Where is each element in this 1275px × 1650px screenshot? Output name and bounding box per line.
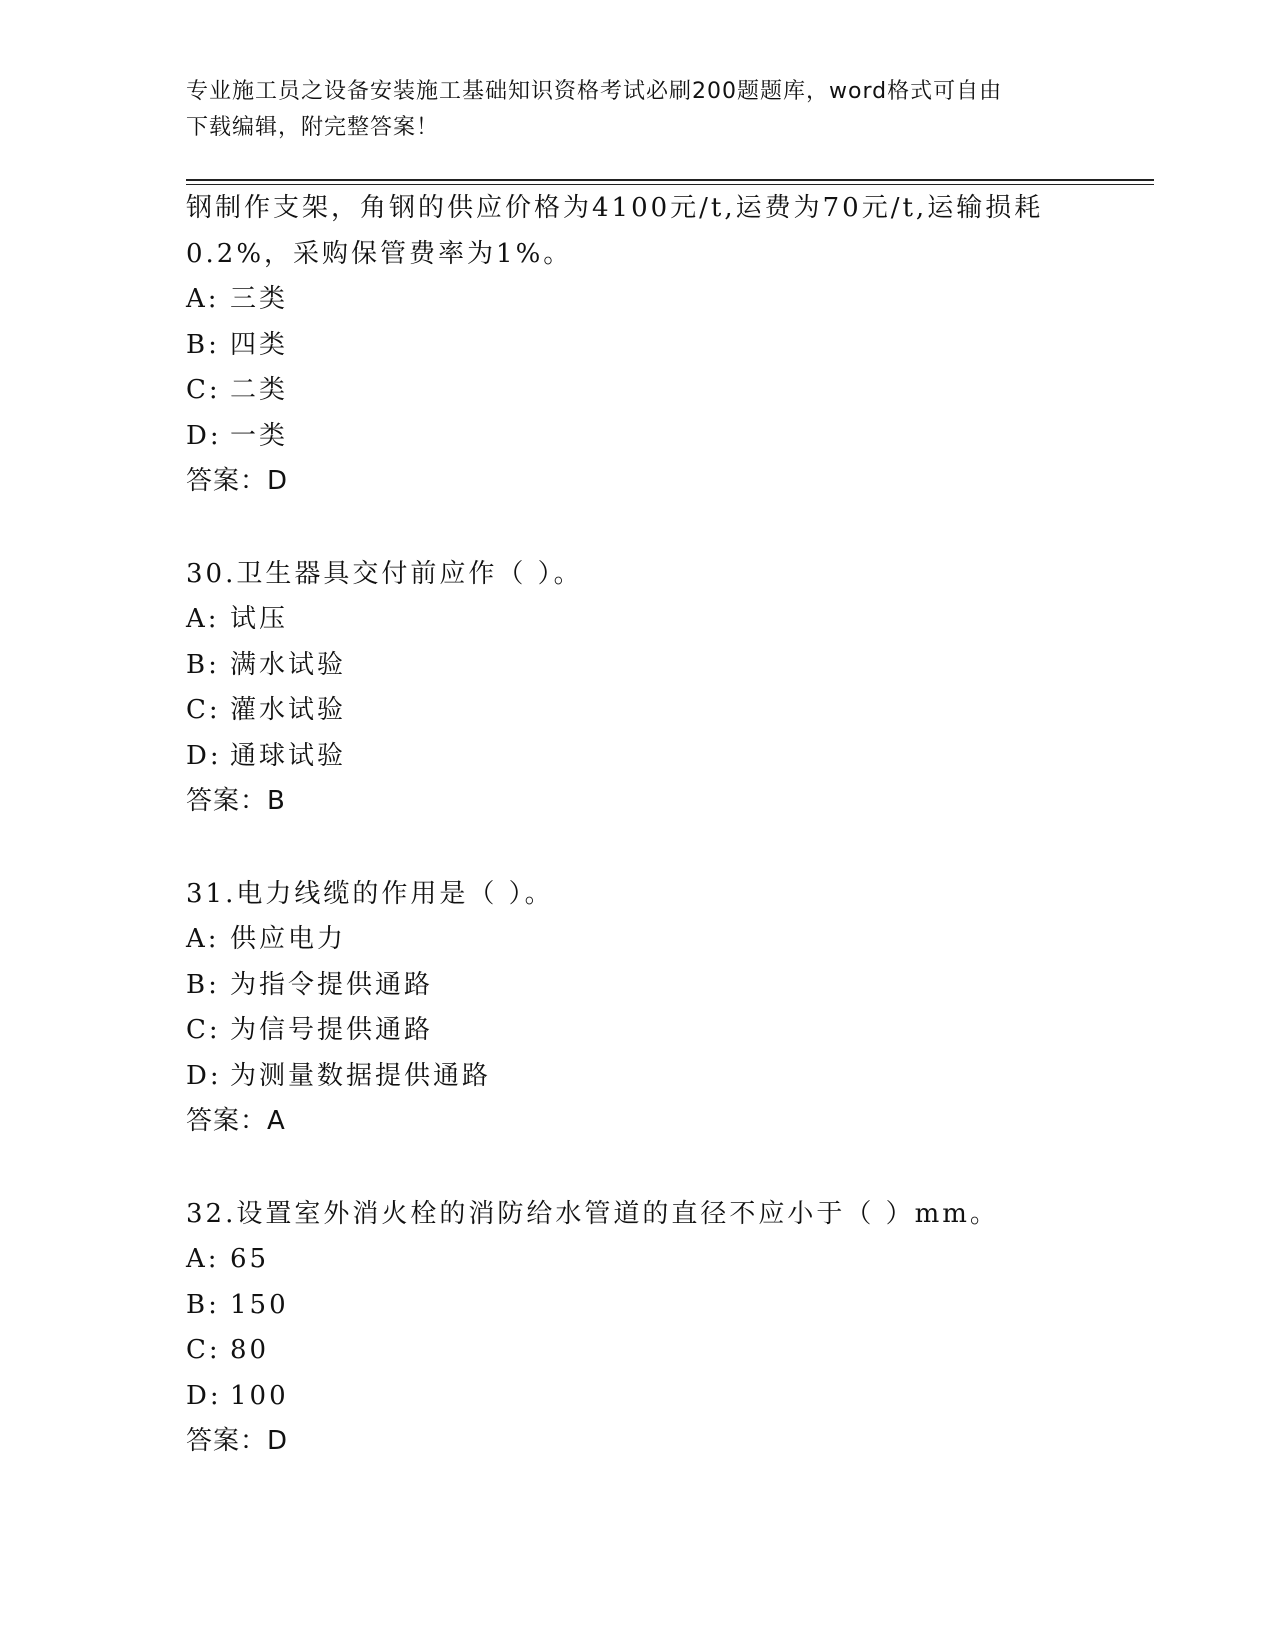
question-32-block xyxy=(186,1192,1086,1465)
question-30-block xyxy=(186,552,1086,825)
option-b: B: 150 xyxy=(186,1289,289,1320)
question-30-stem: 30.卫生器具交付前应作（ ）。 xyxy=(186,558,583,589)
question-content xyxy=(186,186,1086,1465)
header-divider-thick xyxy=(186,179,1154,181)
option-d: D: 为测量数据提供通路 xyxy=(186,1060,492,1091)
question-31-block xyxy=(186,872,1086,1145)
option-d: D: 通球试验 xyxy=(186,740,347,771)
header-line-1: 专业施工员之设备安装施工基础知识资格考试必刷200题题库，word格式可自由 xyxy=(186,79,1003,104)
option-d: D: 一类 xyxy=(186,420,289,451)
question-29-block xyxy=(186,186,1086,505)
answer: 答案：A xyxy=(186,1106,286,1136)
option-c: C: 灌水试验 xyxy=(186,695,347,725)
option-a: A: 三类 xyxy=(186,284,289,314)
header-divider-thin xyxy=(186,184,1154,185)
option-a: A: 65 xyxy=(186,1244,270,1274)
question-29-stem-line-1: 钢制作支架，角钢的供应价格为4100元/t,运费为70元/t,运输损耗 xyxy=(186,193,1044,223)
option-d: D: 100 xyxy=(186,1380,289,1411)
option-c: C: 二类 xyxy=(186,375,289,405)
option-a: A: 供应电力 xyxy=(186,924,347,954)
document-header xyxy=(186,74,1066,146)
question-31-stem: 31.电力线缆的作用是（ ）。 xyxy=(186,878,554,909)
option-b: B: 四类 xyxy=(186,329,289,360)
option-a: A: 试压 xyxy=(186,604,289,634)
option-c: C: 80 xyxy=(186,1335,270,1365)
option-b: B: 满水试验 xyxy=(186,649,347,680)
answer: 答案：D xyxy=(186,1426,289,1456)
question-29-stem-line-2: 0.2%，采购保管费率为1%。 xyxy=(186,238,573,269)
header-line-2: 下载编辑，附完整答案！ xyxy=(186,115,440,140)
option-c: C: 为信号提供通路 xyxy=(186,1015,434,1045)
answer: 答案：D xyxy=(186,466,289,496)
answer: 答案：B xyxy=(186,786,286,816)
option-b: B: 为指令提供通路 xyxy=(186,969,434,1000)
question-32-stem: 32.设置室外消火栓的消防给水管道的直径不应小于（ ）mm。 xyxy=(186,1198,999,1229)
